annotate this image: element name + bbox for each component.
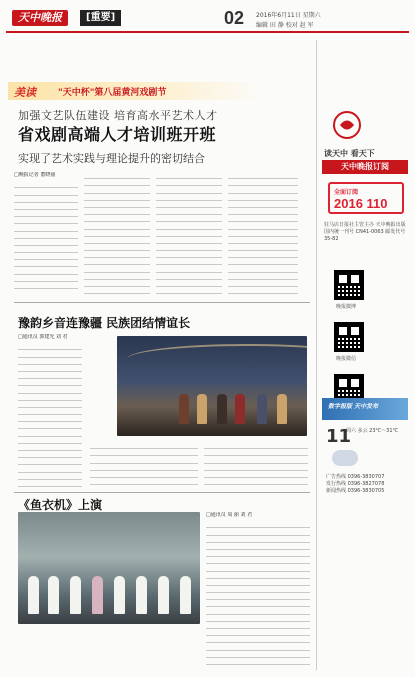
sidebar-slogan: 读天中 看天下 bbox=[324, 149, 375, 158]
opera-performance-photo bbox=[18, 512, 200, 624]
article-kicker: 加强文艺队伍建设 培育高水平艺术人才 bbox=[18, 109, 218, 122]
article2-headline: 豫韵乡音连豫疆 民族团结情谊长 bbox=[18, 316, 191, 330]
article-subhead: 实现了艺术实践与理论提升的密切结合 bbox=[18, 152, 205, 165]
singer-figure bbox=[92, 576, 103, 614]
contact-item: 广告热线 0396-3830707 bbox=[326, 474, 385, 480]
singer-figure bbox=[180, 576, 191, 614]
article-byline: □晚报记者 董晓丽 bbox=[14, 172, 56, 178]
date-line-1: 2016年6月11日 星期六 bbox=[256, 12, 321, 19]
publisher-info: 驻马店日报社主管主办 天中晚报出版 国内统一刊号 CN41-0063 邮发代号 35-82 bbox=[324, 222, 406, 242]
text-lines bbox=[206, 521, 310, 665]
text-lines bbox=[84, 172, 150, 294]
sidebar-divider bbox=[316, 40, 317, 670]
text-lines bbox=[156, 172, 222, 294]
singer-figure bbox=[70, 576, 81, 614]
article-column bbox=[14, 172, 78, 298]
text-lines bbox=[14, 181, 78, 289]
contact-item: 发行热线 0396-3827078 bbox=[326, 481, 385, 487]
article2-byline: □通讯员 郭建光 刘 君 bbox=[18, 334, 68, 340]
weather-info: 周六 多云 23℃～31℃ bbox=[346, 428, 399, 434]
performer-figure bbox=[235, 394, 245, 424]
performer-figure bbox=[197, 394, 207, 424]
cloud-icon bbox=[332, 450, 358, 466]
contact-list bbox=[326, 474, 406, 495]
digital-edition-banner: 数字报版 天中发布 bbox=[322, 398, 408, 420]
article-column bbox=[156, 172, 222, 298]
weather-day: 11 bbox=[326, 426, 352, 447]
weibo-qr-code bbox=[334, 270, 364, 300]
sidebar bbox=[322, 90, 410, 670]
section-divider bbox=[14, 302, 310, 303]
text-lines bbox=[90, 442, 198, 485]
stage-arch bbox=[127, 344, 307, 374]
stamp-label: 全面订阅 bbox=[334, 189, 359, 196]
text-lines bbox=[228, 172, 298, 294]
article-column bbox=[228, 172, 298, 298]
section-divider bbox=[14, 492, 310, 493]
article-body bbox=[14, 172, 302, 298]
contact-item: 新闻热线 0396-3830705 bbox=[326, 488, 385, 494]
performer-figure bbox=[179, 394, 189, 424]
banner-lead: 美读 bbox=[14, 86, 36, 99]
page-number: 02 bbox=[224, 8, 245, 28]
text-lines bbox=[18, 343, 82, 487]
singer-figure bbox=[28, 576, 39, 614]
banner-title: "天中杯"第八届黄河戏剧节 bbox=[58, 88, 167, 98]
opera-stage-photo bbox=[117, 336, 307, 436]
article-headline: 省戏剧高端人才培训班开班 bbox=[18, 125, 217, 144]
paper-logo-icon bbox=[332, 110, 362, 140]
date-line bbox=[256, 10, 321, 30]
wechat-qr-code bbox=[334, 322, 364, 352]
article2-continued bbox=[90, 442, 198, 488]
masthead-rule bbox=[6, 31, 409, 33]
article3-headline: 《鱼衣机》上演 bbox=[18, 498, 103, 512]
singer-figure bbox=[114, 576, 125, 614]
stamp-year: 2016 110 bbox=[334, 196, 388, 211]
masthead bbox=[6, 4, 409, 46]
singer-figure bbox=[48, 576, 59, 614]
article3-byline: □通讯员 周 丽 刘 君 bbox=[206, 512, 253, 518]
wechat-label: 晚报微信 bbox=[336, 356, 357, 362]
article3-body bbox=[206, 512, 310, 672]
subscription-badge: 天中晚报订阅 bbox=[322, 160, 408, 174]
section-name: [重要] bbox=[80, 10, 121, 26]
subscription-stamp bbox=[328, 182, 404, 214]
performer-figure bbox=[277, 394, 287, 424]
weibo-label: 晚报微博 bbox=[336, 304, 357, 310]
text-lines bbox=[204, 442, 308, 485]
newspaper-logo: 天中晚报 bbox=[12, 10, 68, 26]
article2-continued bbox=[204, 442, 308, 488]
singer-figure bbox=[136, 576, 147, 614]
performer-figure bbox=[257, 394, 267, 424]
date-line-2: 编辑 田 静 校对 赵 军 bbox=[256, 22, 314, 29]
article2-body bbox=[18, 334, 82, 490]
article-column bbox=[84, 172, 150, 298]
festival-banner bbox=[8, 82, 264, 100]
performer-figure bbox=[217, 394, 227, 424]
singer-figure bbox=[158, 576, 169, 614]
